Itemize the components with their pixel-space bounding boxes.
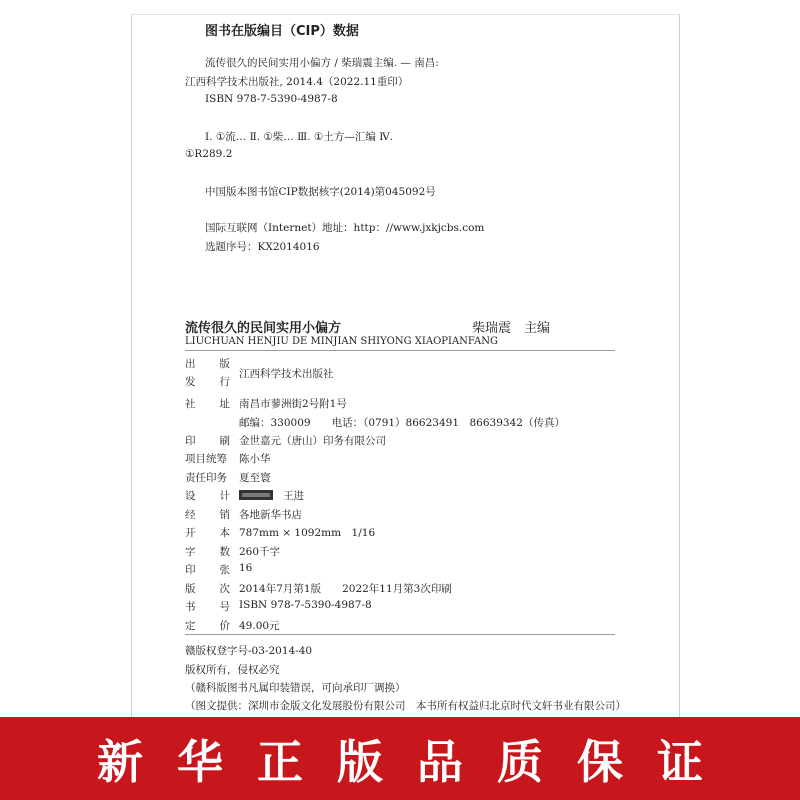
cip-classification: Ⅰ. ①流… Ⅱ. ①柴… Ⅲ. ①土方—汇编 Ⅳ.: [205, 131, 394, 143]
print-supervisor-value: 夏至寰: [239, 472, 271, 484]
book-title-pinyin: LIUCHUAN HENJIU DE MINJIAN SHIYONG XIAOPIANFANG: [185, 336, 498, 347]
cip-title: 图书在版编目（CIP）数据: [205, 24, 359, 39]
authenticity-banner: [0, 717, 800, 800]
topic-number: 选题序号：KX2014016: [205, 241, 320, 253]
copyright-registration: 赣版权登字号-03-2014-40: [185, 645, 313, 657]
label-publish: 出 版: [185, 358, 230, 370]
image-credit: （图文提供：深圳市金版文化发展股份有限公司 本书所有权益归北京时代文轩书业有限公司）: [185, 700, 626, 712]
cip-isbn: ISBN 978-7-5390-4987-8: [205, 93, 338, 105]
designer-value: 王进: [239, 488, 304, 503]
isbn-value: ISBN 978-7-5390-4987-8: [239, 599, 372, 611]
print-error-notice: （赣科版图书凡属印装错误，可向承印厂调换）: [185, 682, 406, 694]
rights-reserved: 版权所有，侵权必究: [185, 664, 280, 676]
words-value: 260千字: [239, 546, 281, 558]
format-value: 787mm × 1092mm 1/16: [239, 527, 376, 539]
cip-classification-code: ①R289.2: [185, 148, 233, 160]
sheets-value: 16: [239, 562, 253, 574]
divider-top: [185, 350, 615, 351]
cip-number: 中国版本图书馆CIP数据核字(2014)第045092号: [205, 186, 436, 198]
divider-bottom: [185, 634, 615, 635]
book-editor: 柴瑞震 主编: [472, 321, 551, 336]
edition-value: 2014年7月第1版 2022年11月第3次印刷: [239, 583, 452, 595]
publisher-name: 江西科学技术出版社: [239, 368, 334, 380]
cip-line-1: 流传很久的民间实用小偏方 / 柴瑞震主编. — 南昌:: [205, 57, 439, 69]
design-studio-logo-icon: [239, 490, 273, 500]
distributor-value: 各地新华书店: [239, 509, 302, 521]
price-value: 49.00元: [239, 620, 280, 632]
printer-value: 金世嘉元（唐山）印务有限公司: [239, 435, 386, 447]
internet-address: 国际互联网（Internet）地址：http：//www.jxkjcbs.com: [205, 222, 485, 234]
label-distribute: 发 行: [185, 376, 230, 388]
contact-value: 邮编：330009 电话：（0791）86623491 86639342（传真）: [239, 417, 565, 429]
coordinator-value: 陈小华: [239, 453, 271, 465]
book-title: 流传很久的民间实用小偏方: [185, 321, 342, 336]
cip-line-2: 江西科学技术出版社, 2014.4（2022.11重印）: [185, 76, 409, 88]
address-value: 南昌市蓼洲街2号附1号: [239, 398, 347, 410]
authenticity-banner-text: 新华正版品质保证: [97, 734, 737, 789]
